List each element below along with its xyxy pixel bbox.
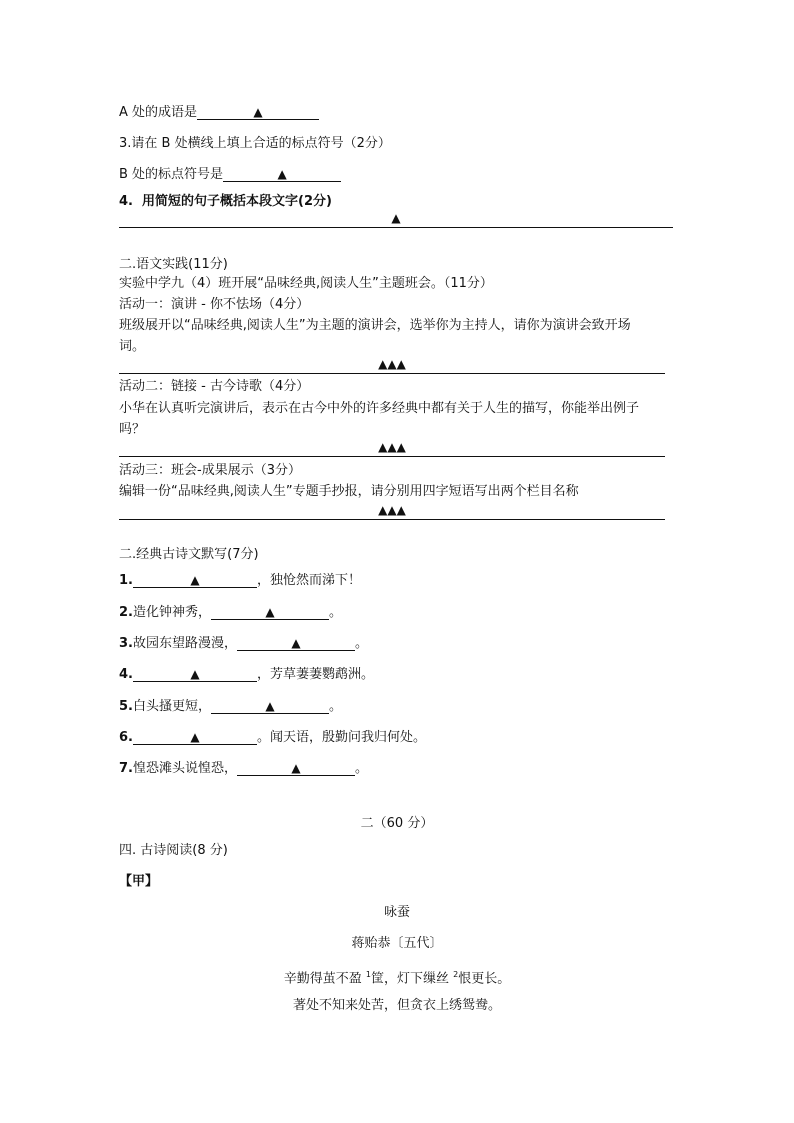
dictation-blank[interactable] <box>133 730 257 745</box>
activity3-title: 活动三：班会-成果展示（3分） <box>119 463 301 478</box>
activity2-text-cont: 吗？ <box>119 422 146 437</box>
item-text: 。 <box>355 761 369 776</box>
q4-text: 用简短的句子概括本段文字(2分) <box>142 194 332 209</box>
answer-mark: ▲ <box>291 761 301 775</box>
q3-answer-blank[interactable] <box>223 167 341 182</box>
dictation-blank[interactable] <box>211 605 329 620</box>
activity3-text: 编辑一份“品味经典,阅读人生”专题手抄报，请分别用四字短语写出两个栏目名称 <box>119 484 579 499</box>
answer-mark: ▲▲▲ <box>378 357 406 371</box>
answer-mark: ▲ <box>253 105 263 119</box>
activity2-answer-line[interactable] <box>119 440 665 457</box>
dictation-item-1 <box>119 572 361 590</box>
poem-title: 咏蚕 <box>383 905 410 920</box>
item-text: 。 <box>329 605 343 620</box>
item-text: 。 <box>329 699 343 714</box>
dictation-blank[interactable] <box>211 699 329 714</box>
answer-mark: ▲ <box>291 636 301 650</box>
item-number: 4. <box>119 667 133 682</box>
poem-line-2: 著处不知来处苦，但贪衣上绣鸳鸯。 <box>292 998 501 1013</box>
answer-mark: ▲ <box>190 667 200 681</box>
item-text: 造化钟神秀， <box>132 605 211 620</box>
item-number: 6. <box>119 730 133 745</box>
q3-answer-line <box>119 166 341 184</box>
q2-answer-line <box>119 104 319 122</box>
dictation-item-7 <box>119 760 368 778</box>
item-text: 白头搔更短， <box>132 699 211 714</box>
activity3-answer-line[interactable] <box>119 503 665 520</box>
answer-mark: ▲ <box>265 699 275 713</box>
item-text: ，独怆然而涕下！ <box>256 573 361 588</box>
activity2-text: 小华在认真听完演讲后，表示在古今中外的许多经典中都有关于人生的描写，你能举出例子 <box>119 401 640 416</box>
q3-question: 3.请在 B 处横线上填上合适的标点符号（2分） <box>119 136 391 151</box>
poem-label: 【甲】 <box>119 874 159 889</box>
item-text: ，芳草萋萋鹦鹉洲。 <box>256 667 374 682</box>
answer-mark: ▲ <box>190 573 200 587</box>
poem-author: 蒋贻恭〔五代〕 <box>351 936 443 951</box>
activity1-text: 班级展开以“品味经典,阅读人生”为主题的演讲会，选举你为主持人，请你为演讲会致开场 <box>119 318 631 333</box>
q4-number: 4. <box>119 194 133 209</box>
item-text: 。 <box>355 636 369 651</box>
activity1-text-cont: 词。 <box>119 339 146 354</box>
poem-text: 恨更长。 <box>458 971 511 987</box>
q2-answer-blank[interactable] <box>197 105 319 120</box>
item-text: 惶恐滩头说惶恐， <box>132 761 237 776</box>
q4-answer-line[interactable] <box>119 211 673 228</box>
dictation-item-2 <box>119 604 342 622</box>
practice-heading: 二.语文实践(11分) <box>119 257 228 272</box>
footnote-marker: 1 <box>365 970 371 979</box>
q2-answer-label: A 处的成语是 <box>119 105 198 120</box>
activity1-answer-line[interactable] <box>119 357 665 374</box>
poetry-heading: 四. 古诗阅读(8 分) <box>119 843 228 858</box>
activity2-title: 活动二：链接 - 古今诗歌（4分） <box>119 379 310 394</box>
dictation-item-6 <box>119 729 426 747</box>
answer-mark: ▲▲▲ <box>378 440 406 454</box>
dictation-blank[interactable] <box>237 636 355 651</box>
answer-mark: ▲ <box>265 605 275 619</box>
item-number: 2. <box>119 605 133 620</box>
item-number: 7. <box>119 761 133 776</box>
dictation-item-5 <box>119 698 342 716</box>
q3-answer-label: B 处的标点符号是 <box>119 167 224 182</box>
footnote-marker: 2 <box>453 970 459 979</box>
practice-intro: 实验中学九（4）班开展“品味经典,阅读人生”主题班会。（11分） <box>119 276 493 291</box>
item-text: 。闻天语，殷勤问我归何处。 <box>256 730 426 745</box>
activity1-title: 活动一：演讲 - 你不怯场（4分） <box>119 297 310 312</box>
dictation-item-3 <box>119 635 368 653</box>
item-number: 5. <box>119 699 133 714</box>
item-number: 3. <box>119 636 133 651</box>
dictation-blank[interactable] <box>133 667 257 682</box>
answer-mark: ▲▲▲ <box>378 503 406 517</box>
q4-question <box>119 193 332 211</box>
dictation-blank[interactable] <box>133 573 257 588</box>
poem-text: 筐，灯下缫丝 <box>370 971 454 987</box>
answer-mark: ▲ <box>277 167 287 181</box>
dictation-item-4 <box>119 666 374 684</box>
dictation-blank[interactable] <box>237 761 355 776</box>
item-number: 1. <box>119 573 133 588</box>
dictation-heading: 二.经典古诗文默写(7分) <box>119 547 259 562</box>
poem-text: 辛勤得茧不盈 <box>283 971 366 987</box>
part-two-title: 二（60 分） <box>360 816 434 831</box>
answer-mark: ▲ <box>190 730 200 744</box>
poem-line-1 <box>0 966 794 988</box>
answer-mark: ▲ <box>391 211 401 225</box>
item-text: 故园东望路漫漫， <box>132 636 237 651</box>
